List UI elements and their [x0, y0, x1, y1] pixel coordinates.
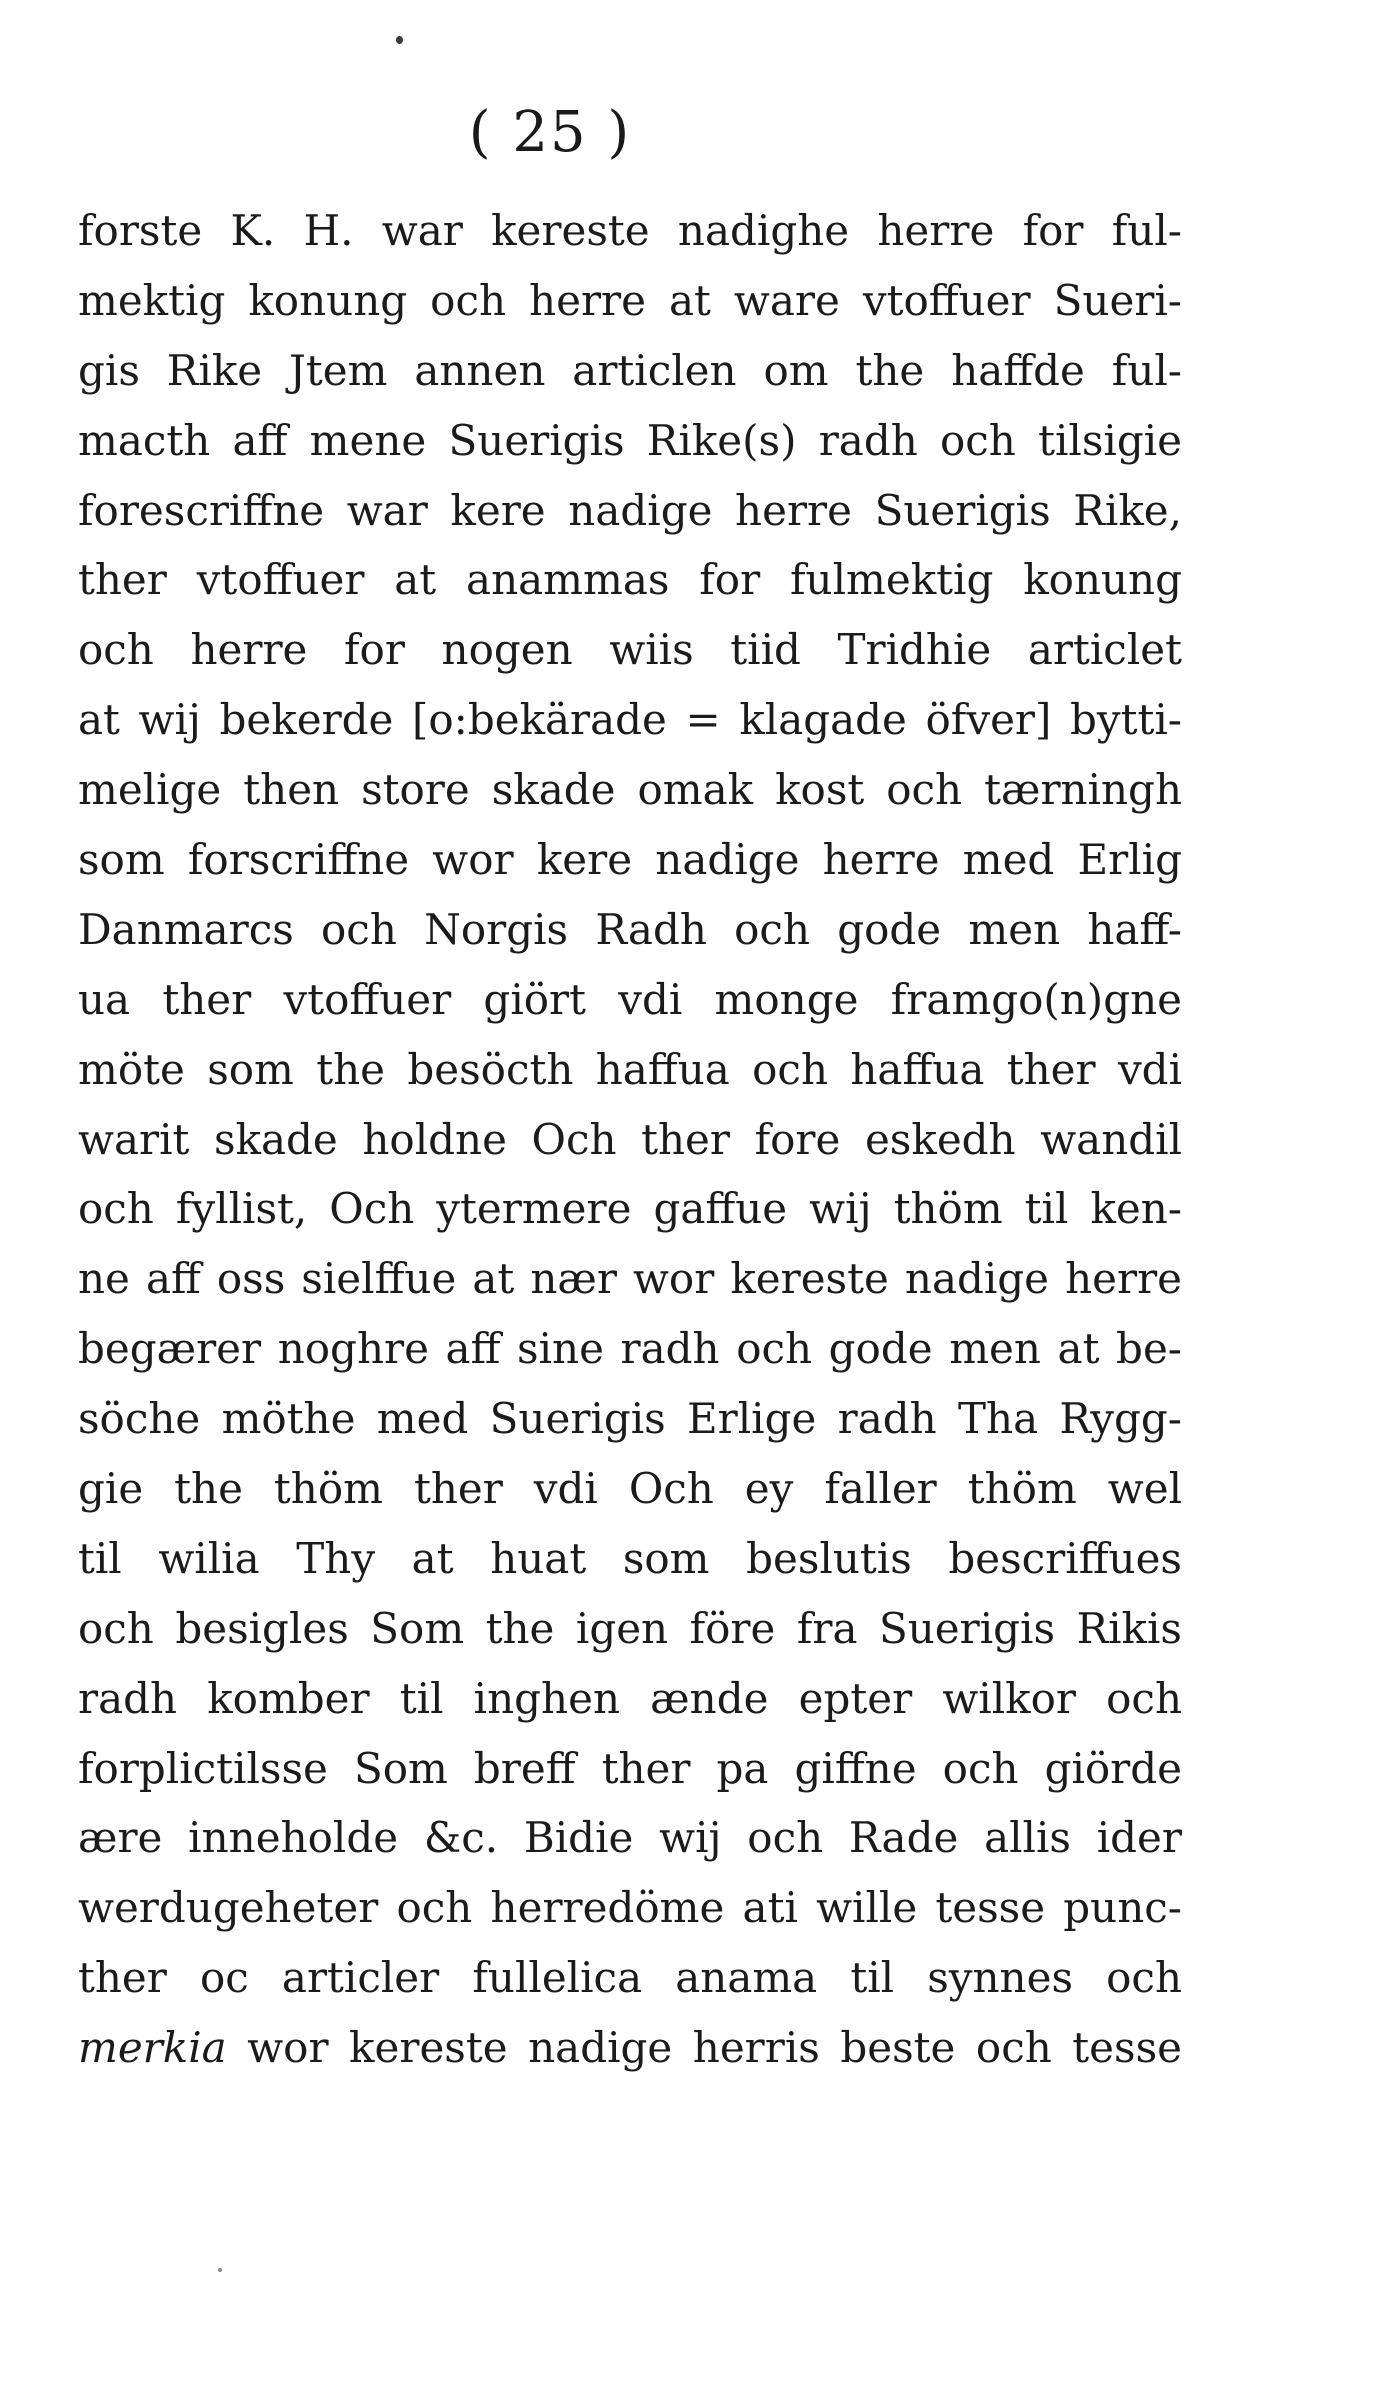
text-line: gis Rike Jtem annen articlen om the haffde ful- — [78, 345, 1182, 395]
text-line: gie the thöm ther vdi Och ey faller thöm wel — [78, 1464, 1182, 1514]
text-line: forescriffne war kere nadige herre Suerigis Rike, — [78, 485, 1182, 535]
paper-speck — [396, 36, 403, 44]
text-line: ua ther vtoffuer giört vdi monge framgo(n)gne — [78, 974, 1182, 1024]
text-line: begærer noghre aff sine radh och gode men at be- — [78, 1324, 1182, 1374]
text-line: ære inneholde &c. Bidie wij och Rade allis ider — [78, 1813, 1182, 1863]
text-line: möte som the besöcth haffua och haffua ther vdi — [78, 1044, 1182, 1094]
text-line: til wilia Thy at huat som beslutis bescriffues — [78, 1533, 1182, 1583]
text-line: at wij bekerde [o:bekärade = klagade öfver] bytti- — [78, 695, 1182, 745]
text-line: werdugeheter och herredöme ati wille tesse punc- — [78, 1883, 1182, 1933]
text-line: forste K. H. war kereste nadighe herre for ful- — [78, 206, 1182, 255]
text-line: mektig konung och herre at ware vtoffuer Sueri- — [78, 275, 1182, 325]
text-line: ne aff oss sielffue at nær wor kereste nadige herre — [78, 1254, 1182, 1304]
text-line: och herre for nogen wiis tiid Tridhie articlet — [78, 625, 1182, 675]
italic-word: merkia — [78, 2023, 227, 2073]
body-text — [78, 196, 1182, 2083]
text-line: ther oc articler fullelica anama til synnes och — [78, 1953, 1182, 2003]
text-line: forplictilsse Som breff ther pa giffne och giörde — [78, 1743, 1182, 1793]
text-line: macth aff mene Suerigis Rike(s) radh och tilsigie — [78, 415, 1182, 465]
last-line-rest: wor kereste nadige herris beste och tesse — [247, 2023, 1182, 2073]
text-line: melige then store skade omak kost och tærningh — [78, 765, 1182, 815]
text-line: radh komber til inghen ænde epter wilkor och — [78, 1673, 1182, 1723]
page-number: ( 25 ) — [468, 100, 632, 165]
text-line: som forscriffne wor kere nadige herre med Erlig — [78, 835, 1182, 885]
text-line: söche möthe med Suerigis Erlige radh Tha Rygg- — [78, 1394, 1182, 1444]
text-line: Danmarcs och Norgis Radh och gode men haff- — [78, 904, 1182, 954]
text-line: warit skade holdne Och ther fore eskedh wandil — [78, 1114, 1182, 1164]
text-line: och besigles Som the igen före fra Suerigis Rikis — [78, 1603, 1182, 1653]
paper-speck — [218, 2268, 222, 2272]
text-line: ther vtoffuer at anammas for fulmektig konung — [78, 555, 1182, 605]
text-line: och fyllist, Och ytermere gaffue wij thöm til ken- — [78, 1184, 1182, 1234]
text-line-last — [78, 2013, 1182, 2083]
